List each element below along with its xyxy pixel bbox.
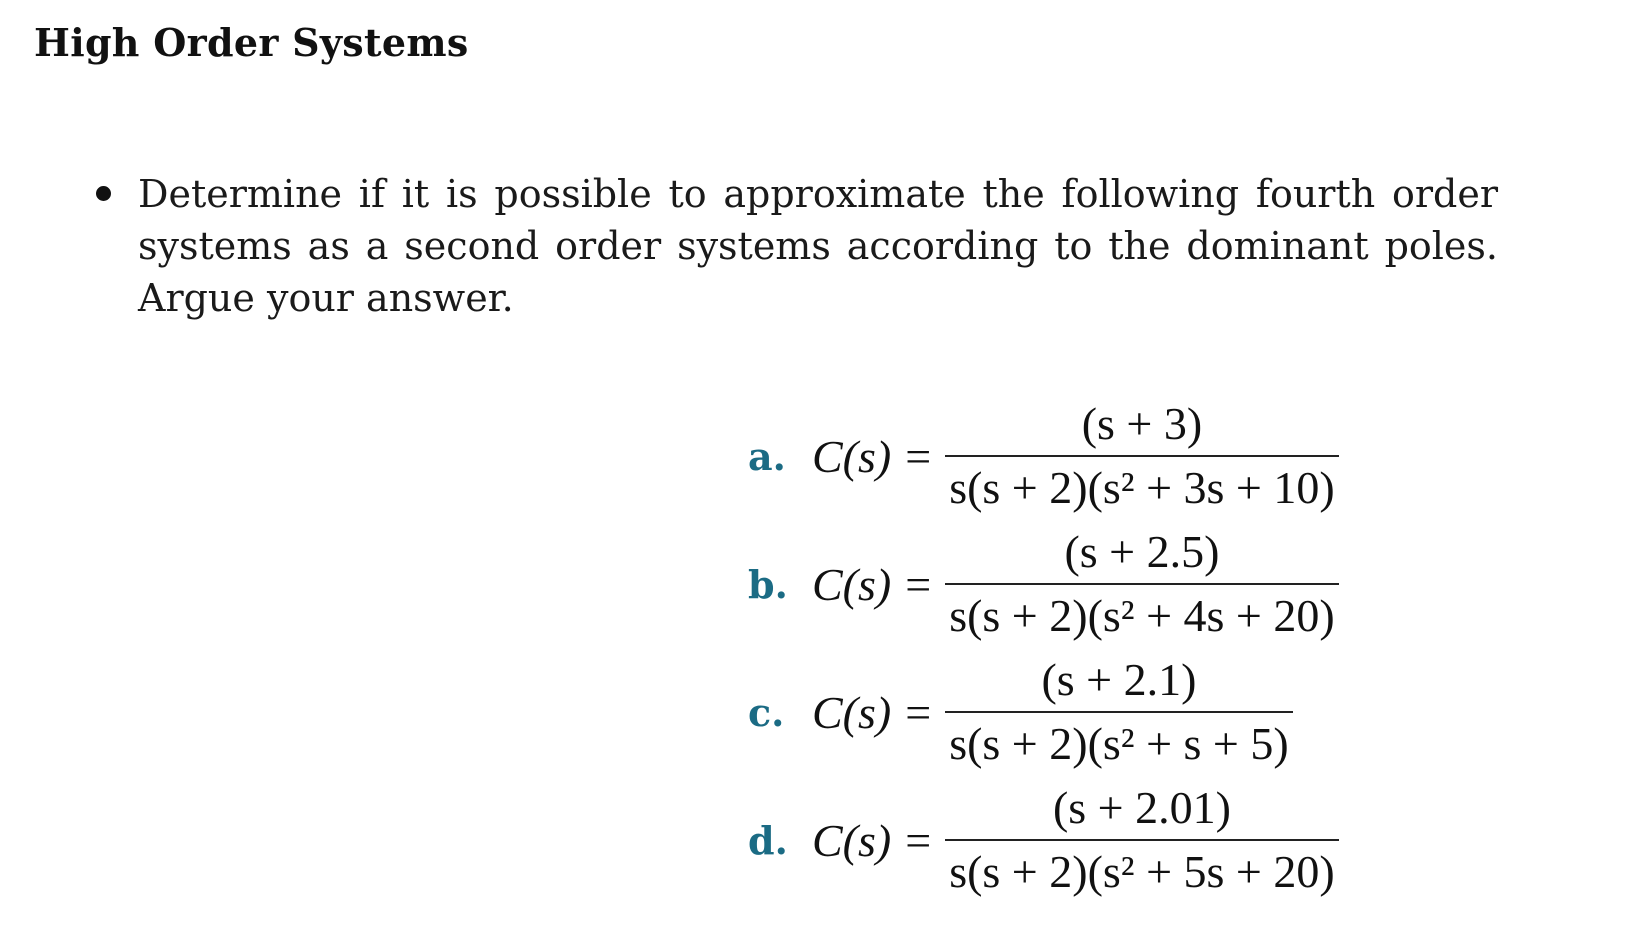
equation-b xyxy=(748,520,1339,648)
equation-list xyxy=(748,392,1339,904)
equation-lhs: C(s) xyxy=(812,430,892,482)
numerator: (s + 2.01) xyxy=(1052,782,1231,833)
numerator: (s + 2.5) xyxy=(1064,526,1220,577)
equation-label: a. xyxy=(748,433,786,479)
fraction xyxy=(945,396,1339,516)
denominator: s(s + 2)(s² + 5s + 20) xyxy=(949,846,1335,897)
fraction xyxy=(945,524,1339,644)
equation-label: d. xyxy=(748,817,788,863)
fraction-bar xyxy=(945,455,1339,457)
equation-lhs: C(s) xyxy=(812,814,892,866)
instruction-text: Determine if it is possible to approximate the following fourth order systems as a second order systems according to the dominant poles. Argue your answer. xyxy=(138,172,1498,320)
fraction xyxy=(945,780,1339,900)
numerator: (s + 3) xyxy=(1081,398,1203,449)
fraction-bar xyxy=(945,583,1339,585)
bullet-icon xyxy=(96,186,111,201)
equals-sign: = xyxy=(905,430,932,482)
equals-sign: = xyxy=(905,814,932,866)
fraction-bar xyxy=(945,839,1339,841)
equation-label: b. xyxy=(748,561,788,607)
equation-label: c. xyxy=(748,689,785,735)
equation-a xyxy=(748,392,1339,520)
fraction-bar xyxy=(945,711,1293,713)
denominator: s(s + 2)(s² + 4s + 20) xyxy=(949,590,1335,641)
equation-lhs: C(s) xyxy=(812,558,892,610)
numerator: (s + 2.1) xyxy=(1041,654,1197,705)
equals-sign: = xyxy=(905,686,932,738)
equation-c xyxy=(748,648,1339,776)
equation-lhs: C(s) xyxy=(812,686,892,738)
equation-d xyxy=(748,776,1339,904)
equals-sign: = xyxy=(905,558,932,610)
denominator: s(s + 2)(s² + s + 5) xyxy=(949,718,1289,769)
denominator: s(s + 2)(s² + 3s + 10) xyxy=(949,462,1335,513)
page-title: High Order Systems xyxy=(34,20,469,65)
fraction xyxy=(945,652,1293,772)
